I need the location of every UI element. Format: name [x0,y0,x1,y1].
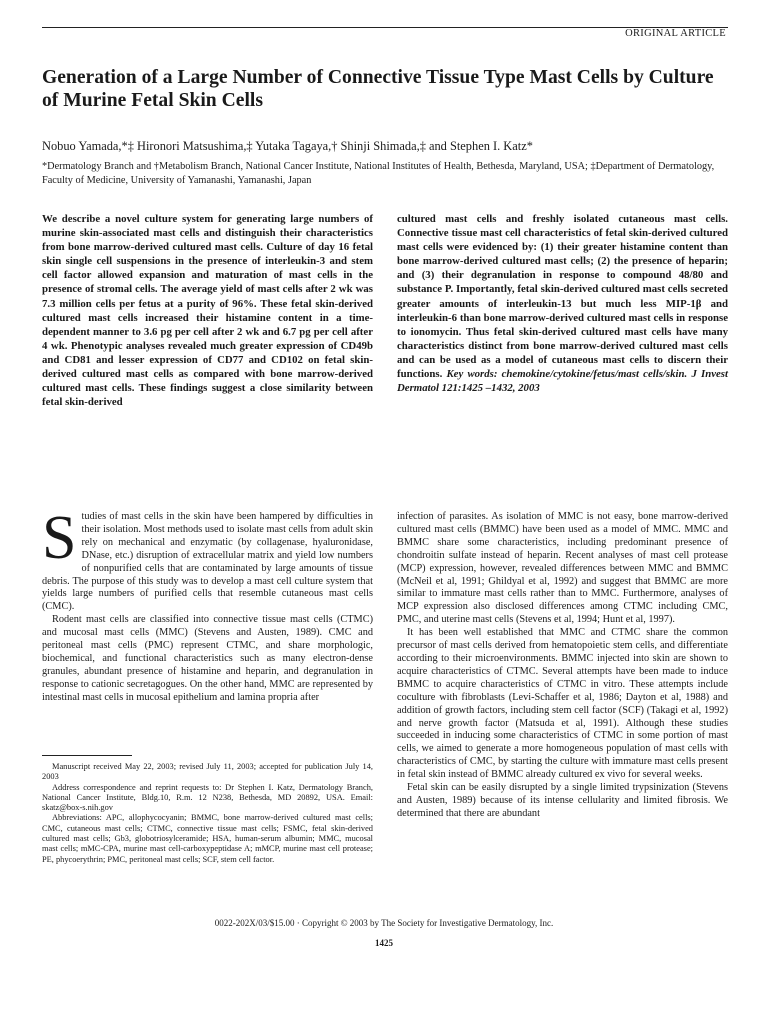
keywords: Key words: chemokine/cytokine/fetus/mast cells/skin. [446,368,688,381]
abstract-right-column [397,212,728,395]
footnote-rule [42,755,132,756]
journal-citation: J Invest Dermatol 121:1425 –1432, 2003 [397,368,729,395]
abstract-left-column [42,212,373,409]
body-left-column [42,504,373,705]
affiliations: *Dermatology Branch and †Metabolism Branch, National Cancer Institute, National Institutes of Health, Bethesda, Maryland, USA; ‡Department of Dermatology, Faculty of Medicine, University of Yamanashi, Yamanashi, Japan [42,161,715,186]
body-paragraph: infection of parasites. As isolation of MMC is not easy, bone marrow-derived cultured mast cells (BMMC) have been used as a model of MMC. MMC and BMMC share some characteristics, including predominant presence of chondroitin sulfate instead of heparin. Recent analyses of mast cell protease (MCP) expression, however, revealed differences between MMC and BMMC (McNeil et al, 1991; Ghildyal et al, 1992) and suggest that BMMC are more similar to immature mast cells rather than to MMC. Furthermore, analyses of MCP expression also disclosed differences among CTMC including CMC, PMC, and uterine mast cells (Stevens et al, 1994; Hunt et al, 1997). [397,511,728,626]
drop-cap: S [42,504,77,572]
abstract-text-right-body: cultured mast cells and freshly isolated cutaneous mast cells. Connective tissue mast cell characteristics of fetal skin-derived cultured mast cells were evidenced by: (1) their greater histamine content than bone marrow-derived cultured mast cells; (2) the presence of heparin; and (3) their degranulation in response to compound 48/80 and substance P. Importantly, fetal skin-derived cultured mast cells secreted greater amounts of interleukin-13 but much less MIP-1β and interleukin-6 than bone marrow-derived cultured mast cells in response to ionomycin. Thus fetal skin-derived cultured mast cells have many characteristics distinct from bone marrow-derived cultured mast cells and can be used as a model of cutaneous mast cells to discern their functions. [397,213,728,381]
intro-paragraph [42,504,373,614]
footnote-correspondence: Address correspondence and reprint requests to: Dr Stephen I. Katz, Dermatology Branch, National Cancer Institute, Bldg.10, R.m. 12 N238, Bethesda, MD 20892, USA. Email: skatz@box-s.nih.gov [42,782,373,813]
body-paragraph: It has been well established that MMC and CTMC share the common precursor of mast cells derived from hematopoietic stem cells, and differentiate according to their microenvironments. BMMC injected into skin are shown to acquire characteristics of CTMC. Several attempts have been made to induce BMMC to acquire characteristics of CTMC in vitro. These attempts include coculture with fibroblasts (Levi-Schaffer et al, 1986; Dayton et al, 1988) and addition of growth factors, including stem cell factor (SCF) (Takagi et al, 1992) and nerve growth factor (Matsuda et al, 1991). Although these studies succeeded in inducing some characteristics of CTMC in some portion of mast cells, we aimed to generate a more homogeneous population of mast cells with characteristics of CMC, by starting the culture with immature mast cells present in fetal skin instead of BMMC already cultured ex vivo for several weeks. [397,627,728,781]
body-paragraph: Rodent mast cells are classified into connective tissue mast cells (CTMC) and mucosal mast cells (MMC) (Stevens and Austen, 1989). CMC and peritoneal mast cells (PMC) represent CTMC, and share morphologic, biochemical, and functional characteristics such as many electron-dense granules, abundant presence of histamine and heparin, and degranulation in response to cationic secretagogues. On the other hand, MMC are represented by intestinal mast cells in mucosal epithelium and lamina propria after [42,614,373,703]
footnotes [42,762,373,865]
author-list: Nobuo Yamada,*‡ Hironori Matsushima,‡ Yutaka Tagaya,† Shinji Shimada,‡ and Stephen I. Katz* [42,139,533,153]
article-title: Generation of a Large Number of Connective Tissue Type Mast Cells by Culture of Murine Fetal Skin Cells [42,67,714,111]
footnote-received: Manuscript received May 22, 2003; revised July 11, 2003; accepted for publication July 14, 2003 [42,762,373,782]
section-label: ORIGINAL ARTICLE [625,28,726,39]
abstract-text-right [397,212,728,395]
footnote-abbreviations: Abbreviations: APC, allophycocyanin; BMMC, bone marrow-derived cultured mast cells; CMC, cutaneous mast cells; CTMC, connective tissue mast cells; FSMC, fetal skin-derived cultured mast cells; Gb3, globotriosylceramide; HSA, human-serum albumin; MMC, mucosal mast cells; mMC-CPA, murine mast cell-carboxypeptidase A; mMCP, murine mast cell protease; PE, phycoerythrin; PMC, peritoneal mast cells; SCF, stem cell factor. [42,813,373,864]
copyright-line: 0022-202X/03/$15.00 · Copyright © 2003 by The Society for Investigative Dermatology, Inc. [214,918,554,928]
body-right-column [397,511,728,821]
intro-text: tudies of mast cells in the skin have been hampered by difficulties in their isolation. Most methods used to isolate mast cells from adult skin rely on mechanical and enzymatic (by collagenase, hyaluronidase, DNase, etc.) disruption of extracellular matrix and yield low numbers of nonpurified cells that are contaminated by large amounts of tissue debris. The purpose of this study was to develop a mast cell culture system that yields large numbers of purified cells that resemble cutaneous mast cells (CMC). [42,511,373,613]
page-number: 1425 [375,938,393,948]
body-paragraph: Fetal skin can be easily disrupted by a single limited trypsinization (Stevens and Austen, 1989) because of its intense cellularity and limited fibrosis. We determined that there are abundant [397,782,728,819]
abstract-text-left: We describe a novel culture system for generating large numbers of murine skin-associated mast cells and distinguish their characteristics from bone marrow-derived cultured mast cells. Culture of day 16 fetal skin single cell suspensions in the presence of interleukin-3 and stem cell factor allowed expansion and maturation of mast cells in the presence of stromal cells. The average yield of mast cells after 2 wk was 7.3 million cells per fetus at a purity of 96%. These fetal skin-derived cultured mast cells increased their histamine content in a time-dependent manner to 3.6 pg per cell after 2 wk and 6.7 pg per cell after 4 wk. Phenotypic analyses revealed much greater expression of CD49b and CD81 and lesser expression of CD77 and CD102 on fetal skin-derived cultured mast cells as compared with bone marrow-derived cultured mast cells. These findings suggest a close similarity between fetal skin-derived [42,213,373,409]
